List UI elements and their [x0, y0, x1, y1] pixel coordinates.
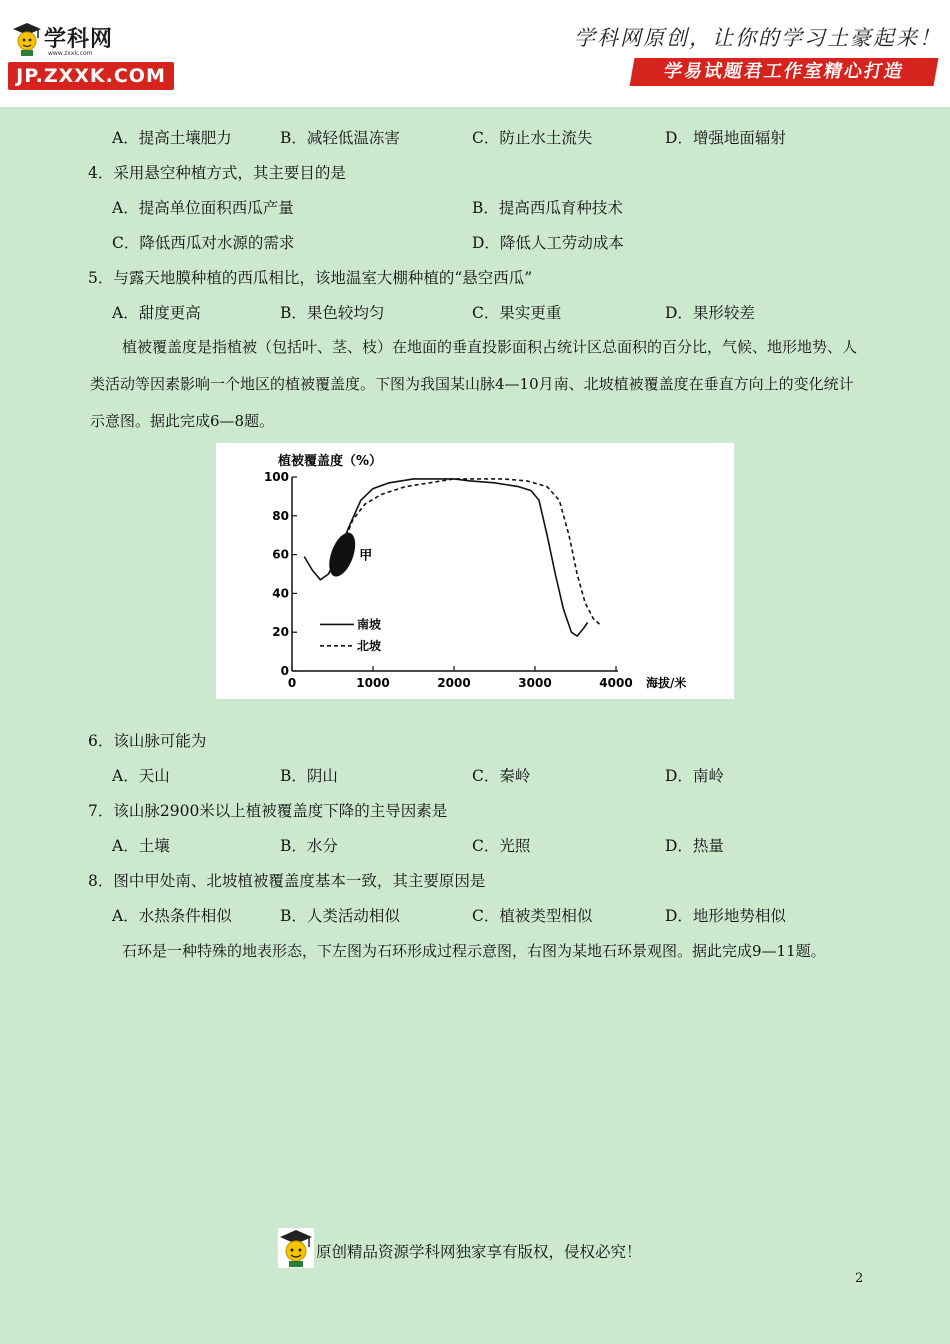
jia-label: 甲 [359, 548, 373, 564]
q4-option-d: D．降低人工劳动成本 [472, 234, 624, 252]
x-tick-label: 3000 [518, 676, 552, 690]
q8-option-c: C．植被类型相似 [472, 907, 593, 925]
mascot-footer-icon [278, 1228, 314, 1268]
passage-vegetation: 植被覆盖度是指植被（包括叶、茎、枝）在地面的垂直投影面积占统计区总面积的百分比，气候、地形地势、人类活动等因素影响一个地区的植被覆盖度。下图为我国某山脉4—10月南、北坡植被覆盖度在垂直方向上的变化统计示意图。据此完成6—8题。 [90, 338, 858, 430]
q5-option-b: B．果色较均匀 [280, 304, 385, 322]
q6-stem: 6．该山脉可能为 [88, 732, 207, 750]
chart-svg [216, 443, 734, 699]
q5-option-c: C．果实更重 [472, 304, 562, 322]
logo [8, 20, 178, 92]
y-tick-label: 40 [272, 586, 289, 601]
chart-title: 植被覆盖度（%） [278, 454, 383, 469]
x-tick-label: 1000 [356, 676, 390, 690]
vegetation-chart [216, 443, 734, 699]
mascot-icon [12, 22, 42, 56]
q3-option-d: D．增强地面辐射 [665, 129, 786, 147]
q6-option-a: A．天山 [112, 767, 170, 785]
y-tick-label: 60 [272, 547, 289, 562]
slogan: 学科网原创，让你的学习土豪起来！ [574, 26, 942, 50]
y-tick-label: 0 [280, 664, 289, 678]
q5-option-d: D．果形较差 [665, 304, 755, 322]
passage-stone-ring: 石环是一种特殊的地表形态，下左图为石环形成过程示意图，右图为某地石环景观图。据此完成9—11题。 [122, 942, 826, 960]
q5-option-a: A．甜度更高 [112, 304, 201, 322]
q8-option-b: B．人类活动相似 [280, 907, 400, 925]
q5-stem: 5．与露天地膜种植的西瓜相比，该地温室大棚种植的“悬空西瓜” [88, 269, 533, 287]
q8-option-a: A．水热条件相似 [112, 907, 232, 925]
q3-option-b: B．减轻低温冻害 [280, 129, 400, 147]
x-axis-label: 海拔/米 [646, 676, 687, 690]
legend-label-south: 南坡 [357, 617, 382, 632]
studio-banner: 学易试题君工作室精心打造 [630, 58, 939, 86]
q7-option-b: B．水分 [280, 837, 338, 855]
y-tick-label: 100 [263, 470, 289, 484]
logo-url: www.zxxk.com [48, 50, 93, 57]
page-number: 2 [855, 1271, 864, 1286]
y-tick-label: 20 [272, 625, 289, 640]
legend-label-north: 北坡 [357, 638, 382, 653]
q6-option-d: D．南岭 [665, 767, 724, 785]
q7-option-d: D．热量 [665, 837, 724, 855]
q3-option-a: A．提高土壤肥力 [112, 129, 232, 147]
x-tick-label: 4000 [599, 676, 633, 690]
q4-stem: 4．采用悬空种植方式，其主要目的是 [88, 164, 346, 182]
q7-stem: 7．该山脉2900米以上植被覆盖度下降的主导因素是 [88, 802, 448, 820]
q4-option-b: B．提高西瓜育种技术 [472, 199, 623, 217]
page-header [0, 0, 950, 107]
q7-option-a: A．土壤 [112, 837, 170, 855]
q8-stem: 8．图中甲处南、北坡植被覆盖度基本一致，其主要原因是 [88, 872, 486, 890]
q6-option-c: C．秦岭 [472, 767, 531, 785]
q4-option-a: A．提高单位面积西瓜产量 [112, 199, 294, 217]
q8-option-d: D．地形地势相似 [665, 907, 786, 925]
q6-option-b: B．阴山 [280, 767, 338, 785]
y-tick-label: 80 [272, 508, 289, 523]
logo-bar: JP.ZXXK.COM [8, 62, 174, 90]
logo-name: 学科网 [44, 27, 114, 52]
q4-option-c: C．降低西瓜对水源的需求 [112, 234, 295, 252]
copyright-notice: 原创精品资源学科网独家享有版权，侵权必究！ [316, 1243, 642, 1261]
x-tick-label: 0 [287, 676, 297, 690]
q3-option-c: C．防止水土流失 [472, 129, 593, 147]
q7-option-c: C．光照 [472, 837, 531, 855]
x-tick-label: 2000 [437, 676, 471, 690]
